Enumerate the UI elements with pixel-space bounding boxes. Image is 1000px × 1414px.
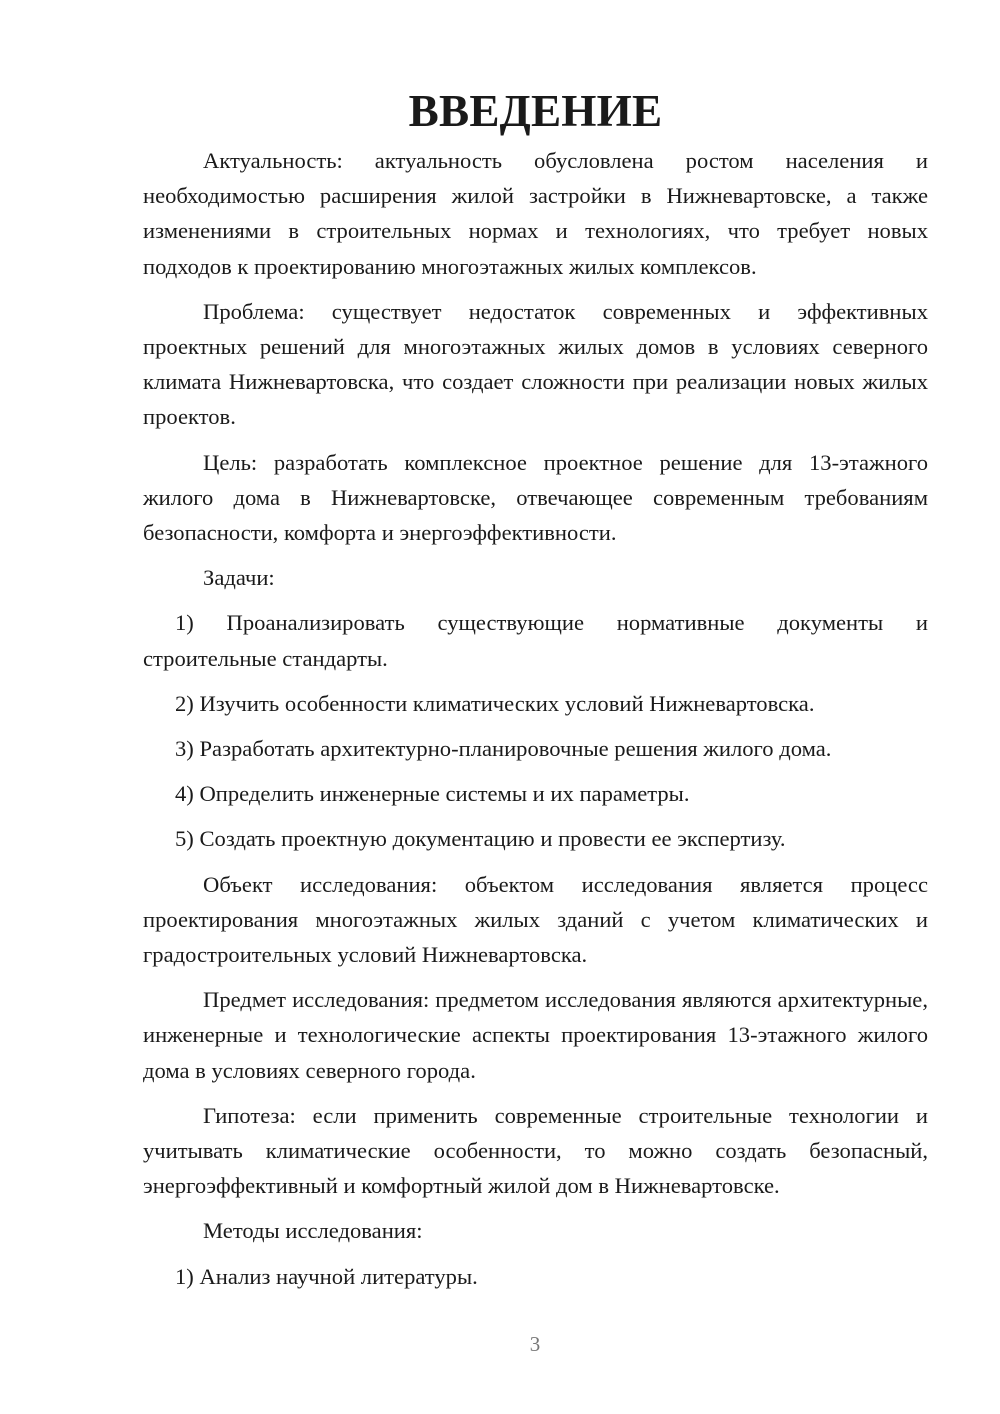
task-item: 5) Создать проектную документацию и провести ее экспертизу. xyxy=(175,826,786,852)
paragraph-methods-heading: Методы исследования: xyxy=(203,1218,423,1244)
page-content xyxy=(143,86,928,1294)
paragraph-problem: Проблема: существует недостаток современных и эффективных проектных решений для многоэтажных жилых домов в условиях северного климата Нижневартовска, что создает сложности при реализации новых жилых проектов. xyxy=(143,298,928,430)
method-item: 1) Анализ научной литературы. xyxy=(175,1263,478,1289)
task-item: 4) Определить инженерные системы и их параметры. xyxy=(175,781,690,807)
task-item: 1) Проанализировать существующие нормативные документы и строительные стандарты. xyxy=(143,610,928,671)
paragraph-hypothesis: Гипотеза: если применить современные строительные технологии и учитывать климатические особенности, то можно создать безопасный, энергоэффективный и комфортный жилой дом в Нижневартовске. xyxy=(143,1102,928,1199)
paragraph-goal: Цель: разработать комплексное проектное решение для 13-этажного жилого дома в Нижневартовске, отвечающее современным требованиям безопасности, комфорта и энергоэффективности. xyxy=(143,449,928,546)
paragraph-tasks-heading: Задачи: xyxy=(203,565,275,591)
task-item: 3) Разработать архитектурно-планировочные решения жилого дома. xyxy=(175,736,832,762)
section-title: ВВЕДЕНИЕ xyxy=(408,86,663,136)
paragraph-subject: Предмет исследования: предметом исследования являются архитектурные, инженерные и технологические аспекты проектирования 13-этажного жилого дома в условиях северного города. xyxy=(143,987,928,1083)
paragraph-object: Объект исследования: объектом исследования является процесс проектирования многоэтажных жилых зданий с учетом климатических и градостроительных условий Нижневартовска. xyxy=(143,871,928,968)
page-number: 3 xyxy=(529,1332,541,1356)
task-item: 2) Изучить особенности климатических условий Нижневартовска. xyxy=(175,690,815,716)
paragraph-relevance: Актуальность: актуальность обусловлена ростом населения и необходимостью расширения жилой застройки в Нижневартовске, а также изменениями в строительных нормах и технологиях, что требует новых подходов к проектированию многоэтажных жилых комплексов. xyxy=(143,148,928,279)
